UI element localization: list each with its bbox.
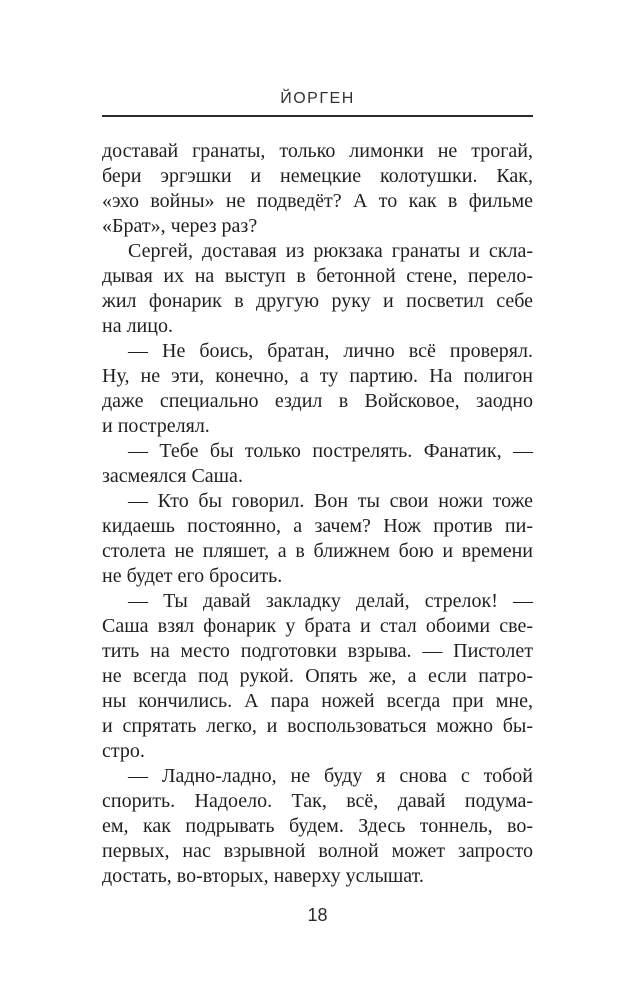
header-rule (102, 115, 533, 117)
text-line: спорить. Надоело. Так, всё, давай подума- (102, 790, 533, 812)
text-line: не будет его бросить. (102, 565, 283, 587)
text-line: Ну, не эти, конечно, а ту партию. На полигон (102, 365, 533, 387)
paragraph (102, 239, 533, 339)
text-line: тить на место подготовки взрыва. — Пистолет (102, 640, 533, 662)
text-line: и спрятать легко, и воспользоваться можно бы- (102, 715, 533, 737)
text-line: «эхо войны» не подведёт? А то как в фильме (102, 190, 533, 212)
paragraph (102, 589, 533, 764)
text-line: Сергей, доставая из рюкзака гранаты и скла- (128, 240, 533, 262)
text-line: Саша взял фонарик у брата и стал обоими све- (102, 615, 533, 637)
text-line: достать, во-вторых, наверху услышат. (102, 865, 424, 887)
text-line: первых, нас взрывной волной может запросто (102, 840, 533, 862)
running-head-title: ЙОРГЕН (280, 90, 355, 107)
text-line: столета не пляшет, а в ближнем бою и времени (102, 540, 533, 562)
text-line: стро. (102, 740, 145, 762)
text-line: засмеялся Саша. (102, 465, 243, 487)
text-line: — Кто бы говорил. Вон ты свои ножи тоже (128, 490, 533, 512)
text-line: и пострелял. (102, 415, 210, 437)
text-line: дывая их на выступ в бетонной стене, перело- (102, 265, 533, 287)
text-line: — Ты давай закладку делай, стрелок! — (128, 590, 533, 612)
paragraph (102, 489, 533, 589)
paragraph (102, 139, 533, 239)
text-line: жил фонарик в другую руку и посветил себе (102, 290, 533, 312)
paragraph (102, 339, 533, 439)
text-line: на лицо. (102, 315, 173, 337)
text-line: даже специально ездил в Войсковое, заодно (102, 390, 533, 412)
text-line: — Не боись, братан, лично всё проверял. (128, 340, 533, 362)
text-line: кидаешь постоянно, а зачем? Нож против пи- (102, 515, 533, 537)
text-line: не всегда под рукой. Опять же, а если патро- (102, 665, 533, 687)
text-line: доставай гранаты, только лимонки не трогай, (102, 140, 533, 162)
text-line: бери эргэшки и немецкие колотушки. Как, (102, 165, 533, 187)
text-line: ны кончились. А пара ножей всегда при мне, (102, 690, 533, 712)
text-line: «Брат», через раз? (102, 215, 258, 237)
paragraph (102, 764, 533, 889)
paragraph (102, 439, 533, 489)
text-line: ем, как подрывать будем. Здесь тоннель, во- (102, 815, 533, 837)
text-line: — Тебе бы только пострелять. Фанатик, — (128, 440, 533, 462)
page-body (102, 139, 533, 889)
text-line: — Ладно-ладно, не буду я снова с тобой (128, 765, 533, 787)
page-number: 18 (307, 905, 328, 925)
